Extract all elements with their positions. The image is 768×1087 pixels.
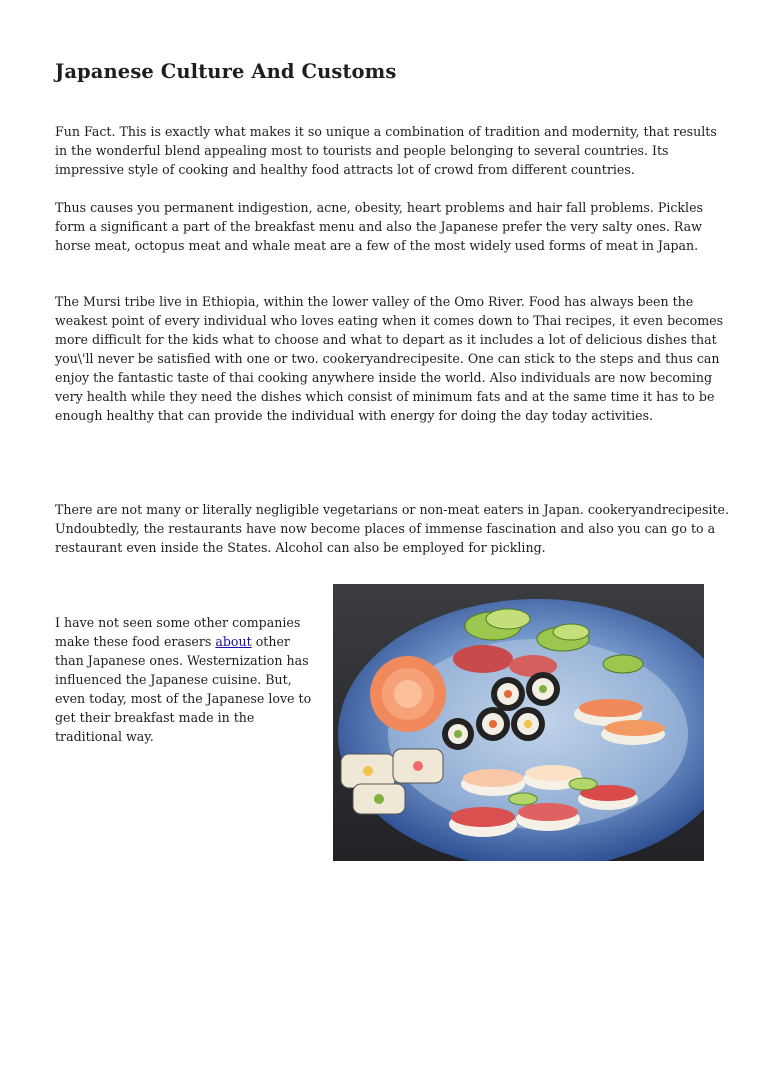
page-title: Japanese Culture And Customs: [55, 60, 397, 83]
aside-text-before: I have not seen some other companies make these food erasers: [55, 615, 301, 649]
paragraph-2: Thus causes you permanent indigestion, acne, obesity, heart problems and hair fall problems. Pickles form a significant a part of the breakfast menu and also the Japanese prefer the very salty ones. Raw horse meat, octopus meat and whale meat are a few of the most widely used forms of meat in Japan.: [55, 200, 703, 253]
paragraph-3: The Mursi tribe live in Ethiopia, within the lower valley of the Omo River. Food has always been the weakest point of every individual who loves eating when it comes down to Thai recipes, it even becomes more difficult for the kids what to choose and what to depart as it includes a lot of delicious dishes that you\'ll never be satisfied with one or two. cookeryandrecipesite. One can stick to the steps and thus can enjoy the fantastic taste of thai cooking anywhere inside the world. Also individuals are now becoming very health while they need the dishes which consist of minimum fats and at the same time it has to be enough healthy that can provide the individual with energy for doing the day today activities.: [55, 294, 724, 423]
sushi-platter-image: [333, 584, 704, 861]
about-link[interactable]: about: [215, 634, 252, 649]
aside-text-after: other than Japanese ones. Westernization has influenced the Japanese cuisine. But, even today, most of the Japanese love to get their breakfast made in the traditional way.: [55, 634, 312, 744]
sushi-platter-illustration: [333, 584, 704, 861]
aside-paragraph: [55, 613, 320, 746]
paragraph-4: There are not many or literally negligible vegetarians or non-meat eaters in Japan. cookeryandrecipesite. Undoubtedly, the restaurants have now become places of immense fascination and also you can go to a restaurant even inside the States. Alcohol can also be employed for pickling.: [55, 502, 730, 555]
paragraph-1: Fun Fact. This is exactly what makes it so unique a combination of tradition and modernity, that results in the wonderful blend appealing most to tourists and people belonging to several countries. Its impressive style of cooking and healthy food attracts lot of crowd from different countries.: [55, 124, 717, 177]
